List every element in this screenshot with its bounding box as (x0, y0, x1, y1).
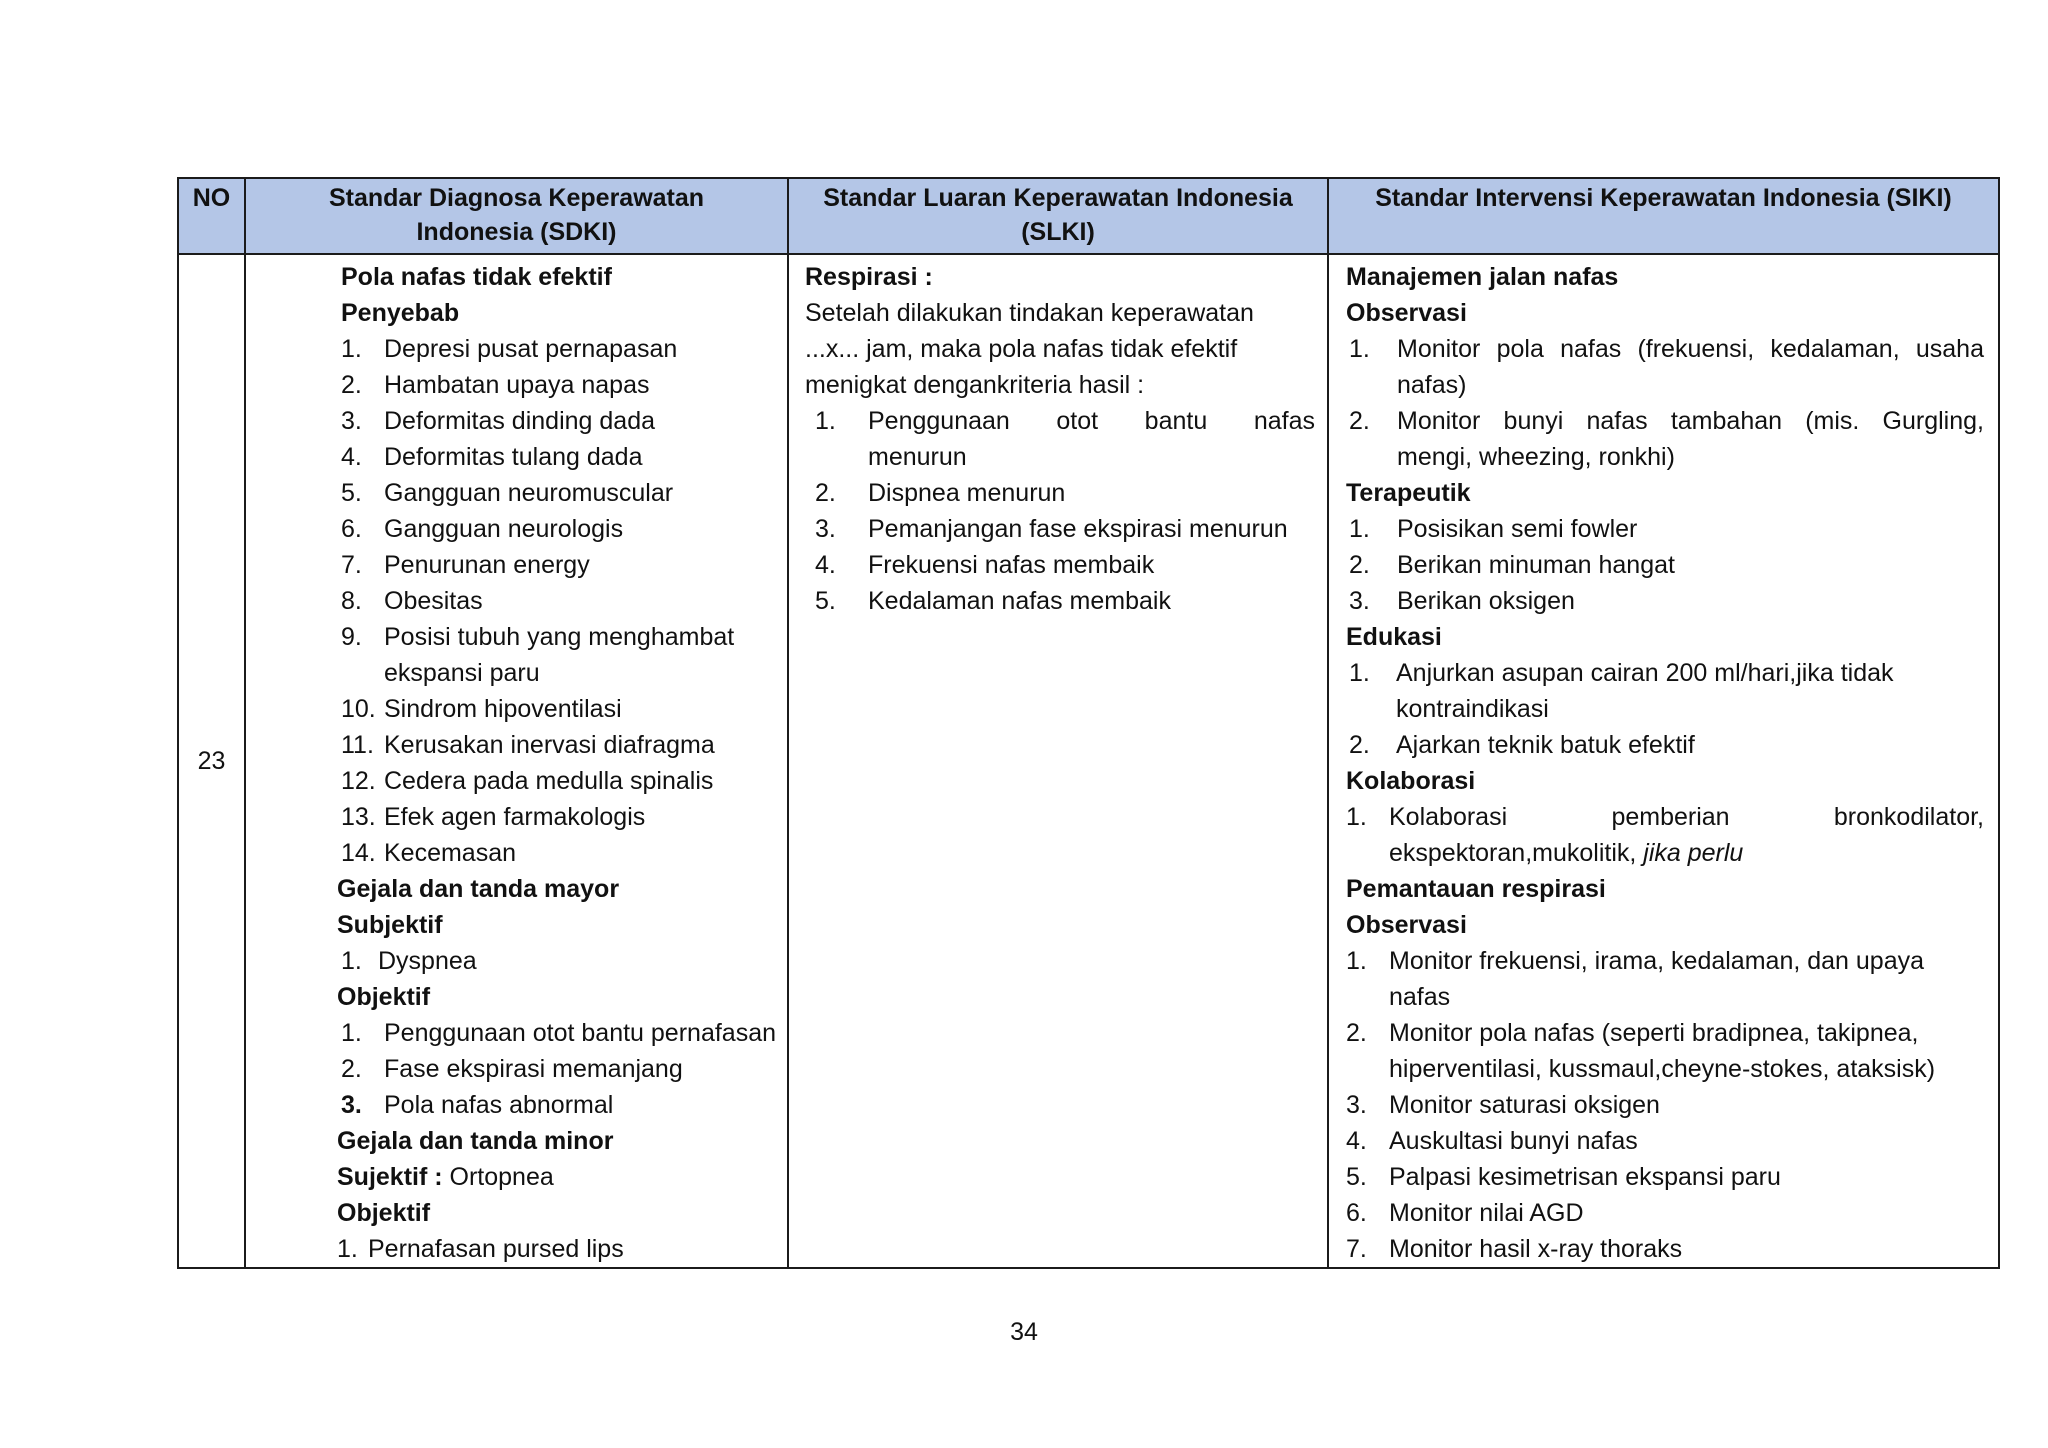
list-item (1329, 1159, 1998, 1195)
siki-edukasi-heading: Edukasi (1346, 623, 1442, 651)
list-item-text (1389, 943, 1984, 1015)
list-item-number: 2. (1349, 731, 1370, 759)
list-item-line: Pola nafas abnormal (384, 1091, 614, 1119)
list-item (789, 547, 1327, 583)
siki-pemantauan-heading: Pemantauan respirasi (1346, 875, 1606, 903)
sdki-subjektif-heading: Subjektif (337, 911, 443, 939)
list-item (246, 619, 787, 691)
list-item-text (384, 691, 787, 727)
list-item-text (1397, 511, 1984, 547)
list-item-number: 3. (341, 1091, 362, 1119)
siki-kolaborasi-line: Kolaborasi pemberian bronkodilator, (1389, 803, 1984, 831)
list-item-line: Penurunan energy (384, 551, 590, 579)
list-item (246, 331, 787, 367)
list-item-text (384, 619, 787, 691)
list-item-number: 2. (1349, 551, 1370, 579)
list-item-number: 5. (815, 587, 836, 615)
list-item-text (868, 583, 1315, 619)
list-item (1329, 1195, 1998, 1231)
list-item (246, 727, 787, 763)
list-item-line: Frekuensi nafas membaik (868, 551, 1155, 579)
list-item-line: Posisikan semi fowler (1397, 515, 1638, 543)
siki-kolaborasi-line: ekspektoran,mukolitik, jika perlu (1389, 839, 1744, 867)
list-item-line: nafas) (1397, 371, 1467, 399)
list-item-number: 7. (341, 551, 362, 579)
slki-criteria-list (789, 403, 1327, 619)
list-item-line: Dyspnea (378, 947, 477, 975)
list-item-text (384, 1087, 787, 1123)
list-item-text (1389, 1159, 1984, 1195)
list-item-number: 2. (1346, 1019, 1367, 1047)
list-item (246, 835, 787, 871)
list-item (246, 439, 787, 475)
list-item (246, 1015, 787, 1051)
list-item-number: 3. (815, 515, 836, 543)
list-item-text (384, 547, 787, 583)
list-item-number: 5. (1346, 1163, 1367, 1191)
list-item-number: 2. (341, 1055, 362, 1083)
sdki-sujektif-label: Sujektif : (337, 1163, 443, 1191)
list-item-text (384, 511, 787, 547)
table-row (178, 254, 1999, 1268)
list-item-line: Monitor frekuensi, irama, kedalaman, dan upaya (1389, 947, 1925, 975)
list-item-number: 1. (1349, 515, 1370, 543)
list-item (246, 511, 787, 547)
list-item-line: Kecemasan (384, 839, 517, 867)
list-item (1329, 943, 1998, 1015)
list-item-line: Monitor nilai AGD (1389, 1199, 1584, 1227)
list-item-line: Cedera pada medulla spinalis (384, 767, 714, 795)
list-item-number: 12. (341, 767, 376, 795)
list-item-line: Penggunaan otot bantu pernafasan (384, 1019, 777, 1047)
sdki-cell (245, 254, 788, 1268)
list-item-number: 10. (341, 695, 376, 723)
list-item-number: 2. (1349, 407, 1370, 435)
list-item-line: Ajarkan teknik batuk efektif (1396, 731, 1695, 759)
list-item-line: Berikan minuman hangat (1397, 551, 1675, 579)
list-item-text (1389, 1195, 1984, 1231)
slki-intro-line: Setelah dilakukan tindakan keperawatan (805, 299, 1254, 327)
siki-terapeutik-list (1329, 511, 1998, 619)
header-sdki (245, 178, 788, 254)
list-item-number: 4. (815, 551, 836, 579)
list-item-line: Monitor saturasi oksigen (1389, 1091, 1660, 1119)
list-item-text (1396, 655, 1984, 727)
list-item (246, 763, 787, 799)
list-item-text (868, 511, 1315, 547)
list-item-line: Deformitas dinding dada (384, 407, 655, 435)
list-item-number: 1. (341, 1019, 362, 1047)
list-item-line: Dispnea menurun (868, 479, 1066, 507)
slki-cell (788, 254, 1328, 1268)
list-item-line: Monitor bunyi nafas tambahan (mis. Gurgling, (1397, 407, 1984, 435)
slki-intro-line: ...x... jam, maka pola nafas tidak efektif (805, 335, 1238, 363)
list-item-number: 1. (337, 1235, 358, 1263)
list-item-line: nafas (1389, 983, 1451, 1011)
list-item-text (1397, 583, 1984, 619)
list-item-line: Gangguan neurologis (384, 515, 624, 543)
list-item-line: hiperventilasi, kussmaul,cheyne-stokes, ataksisk) (1389, 1055, 1936, 1083)
list-item-text (384, 727, 787, 763)
sdki-minor-heading: Gejala dan tanda minor (337, 1127, 614, 1155)
list-item (789, 583, 1327, 619)
list-item-text (384, 367, 787, 403)
list-item-number: 3. (1346, 1091, 1367, 1119)
header-sdki-line: Standar Diagnosa Keperawatan (328, 184, 705, 212)
siki-title: Manajemen jalan nafas (1346, 263, 1619, 291)
list-item-text (368, 1231, 787, 1267)
sdki-objektif-list (246, 1015, 787, 1123)
list-item (246, 799, 787, 835)
list-item (1329, 511, 1998, 547)
list-item (1329, 655, 1998, 727)
list-item (1329, 727, 1998, 763)
list-item-text (868, 475, 1315, 511)
list-item-line: Obesitas (384, 587, 483, 615)
list-item-line: Gangguan neuromuscular (384, 479, 674, 507)
list-item (1329, 583, 1998, 619)
list-item (1329, 1231, 1998, 1267)
sdki-sujektif-value: Ortopnea (442, 1163, 554, 1191)
list-item-number: 11. (341, 731, 374, 759)
list-item-line: Kedalaman nafas membaik (868, 587, 1171, 615)
list-item-number: 4. (1346, 1127, 1367, 1155)
list-item-number: 2. (815, 479, 836, 507)
list-item-text (384, 583, 787, 619)
list-item-text (384, 835, 787, 871)
list-item (1329, 1087, 1998, 1123)
list-item-line: Monitor hasil x-ray thoraks (1389, 1235, 1683, 1263)
list-item-text (384, 799, 787, 835)
row-number: 23 (178, 254, 245, 1268)
sdki-objektif2-list (246, 1231, 787, 1267)
list-item-line: Monitor pola nafas (seperti bradipnea, takipnea, (1389, 1019, 1919, 1047)
list-item-number: 1. (341, 947, 362, 975)
list-item-number: 1. (1349, 659, 1370, 687)
list-item-number: 5. (341, 479, 362, 507)
list-item (246, 367, 787, 403)
sdki-diagnosis-title: Pola nafas tidak efektif (341, 263, 612, 291)
list-item-text (868, 547, 1315, 583)
list-item-number: 1. (1346, 803, 1367, 831)
list-item-line: Palpasi kesimetrisan ekspansi paru (1389, 1163, 1781, 1191)
list-item-number: 3. (1349, 587, 1370, 615)
list-item-text (384, 439, 787, 475)
list-item-number: 13. (341, 803, 376, 831)
list-item (246, 583, 787, 619)
list-item-text (384, 475, 787, 511)
list-item-number: 3. (341, 407, 362, 435)
siki-observasi-list (1329, 331, 1998, 475)
siki-observasi2-list (1329, 943, 1998, 1267)
list-item-line: Anjurkan asupan cairan 200 ml/hari,jika tidak (1396, 659, 1894, 687)
list-item-text (1389, 1123, 1984, 1159)
list-item-text (1389, 1087, 1984, 1123)
list-item-line: Deformitas tulang dada (384, 443, 643, 471)
table-header-row (178, 178, 1999, 254)
siki-cell (1328, 254, 1999, 1268)
list-item-line: Hambatan upaya napas (384, 371, 650, 399)
list-item-line: menurun (868, 443, 967, 471)
list-item-line: Pemanjangan fase ekspirasi menurun (868, 515, 1288, 543)
header-siki (1328, 178, 1999, 254)
list-item-text (1396, 727, 1984, 763)
list-item-number: 1. (1349, 335, 1370, 363)
nursing-standards-table (177, 177, 2000, 1269)
list-item-line: Depresi pusat pernapasan (384, 335, 678, 363)
list-item-line: mengi, wheezing, ronkhi) (1397, 443, 1675, 471)
list-item (246, 1231, 787, 1267)
list-item (246, 403, 787, 439)
list-item (1329, 403, 1998, 475)
list-item-number: 7. (1346, 1235, 1367, 1263)
list-item-text (1397, 547, 1984, 583)
sdki-penyebab-heading: Penyebab (341, 299, 460, 327)
list-item-text (868, 403, 1315, 475)
siki-observasi2-heading: Observasi (1346, 911, 1467, 939)
list-item-number: 14. (341, 839, 376, 867)
list-item-text (384, 331, 787, 367)
list-item (1329, 547, 1998, 583)
list-item-text (1397, 331, 1984, 403)
list-item-line: Efek agen farmakologis (384, 803, 646, 831)
list-item (1329, 1123, 1998, 1159)
list-item-text (1397, 403, 1984, 475)
sdki-objektif-heading: Objektif (337, 983, 431, 1011)
list-item (246, 475, 787, 511)
list-item-line: Penggunaan otot bantu nafas (868, 407, 1315, 435)
header-slki-line: (SLKI) (1021, 218, 1095, 246)
slki-heading: Respirasi : (805, 263, 933, 291)
list-item (246, 943, 787, 979)
sdki-penyebab-list (246, 331, 787, 871)
list-item (246, 547, 787, 583)
sdki-sujektif-line (246, 1159, 787, 1195)
list-item-line: Fase ekspirasi memanjang (384, 1055, 683, 1083)
list-item-number: 1. (815, 407, 836, 435)
list-item-number: 4. (341, 443, 362, 471)
list-item-number: 1. (341, 335, 362, 363)
list-item-line: Pernafasan pursed lips (368, 1235, 624, 1263)
list-item-text (1389, 1015, 1984, 1087)
header-slki (788, 178, 1328, 254)
slki-intro-line: menigkat dengankriteria hasil : (805, 371, 1145, 399)
list-item (789, 403, 1327, 475)
list-item-line: ekspansi paru (384, 659, 540, 687)
list-item-line: Monitor pola nafas (frekuensi, kedalaman, usaha (1397, 335, 1984, 363)
list-item-line: Sindrom hipoventilasi (384, 695, 622, 723)
list-item-text (384, 1051, 787, 1087)
list-item-text (384, 1015, 787, 1051)
list-item-number: 6. (341, 515, 362, 543)
sdki-objektif2-heading: Objektif (337, 1199, 431, 1227)
list-item-number: 1. (1346, 947, 1367, 975)
list-item (1329, 799, 1998, 871)
list-item (1329, 331, 1998, 403)
list-item-text (1389, 1231, 1984, 1267)
list-item-number: 2. (341, 371, 362, 399)
list-item-line: kontraindikasi (1396, 695, 1549, 723)
list-item-number: 8. (341, 587, 362, 615)
list-item-number: 6. (1346, 1199, 1367, 1227)
list-item-line: Berikan oksigen (1397, 587, 1575, 615)
list-item (246, 1051, 787, 1087)
page-number: 34 (1010, 1318, 1038, 1346)
list-item (789, 511, 1327, 547)
sdki-subjektif-list (246, 943, 787, 979)
siki-terapeutik-heading: Terapeutik (1346, 479, 1471, 507)
list-item-text (384, 403, 787, 439)
list-item-text (384, 763, 787, 799)
list-item (789, 475, 1327, 511)
list-item (246, 1087, 787, 1123)
list-item (246, 691, 787, 727)
sdki-mayor-heading: Gejala dan tanda mayor (337, 875, 620, 903)
siki-edukasi-list (1329, 655, 1998, 763)
siki-kolaborasi-heading: Kolaborasi (1346, 767, 1476, 795)
list-item-line: Auskultasi bunyi nafas (1389, 1127, 1638, 1155)
siki-observasi-heading: Observasi (1346, 299, 1467, 327)
header-slki-line: Standar Luaran Keperawatan Indonesia (823, 184, 1293, 212)
list-item-text (378, 943, 787, 979)
list-item-line: Kerusakan inervasi diafragma (384, 731, 715, 759)
header-sdki-line: Indonesia (SDKI) (416, 218, 617, 246)
list-item-line: Posisi tubuh yang menghambat (384, 623, 735, 651)
list-item-number: 9. (341, 623, 362, 651)
header-no: NO (178, 178, 245, 254)
list-item (1329, 1015, 1998, 1087)
header-siki-line: Standar Intervensi Keperawatan Indonesia (SIKI) (1375, 184, 1952, 212)
